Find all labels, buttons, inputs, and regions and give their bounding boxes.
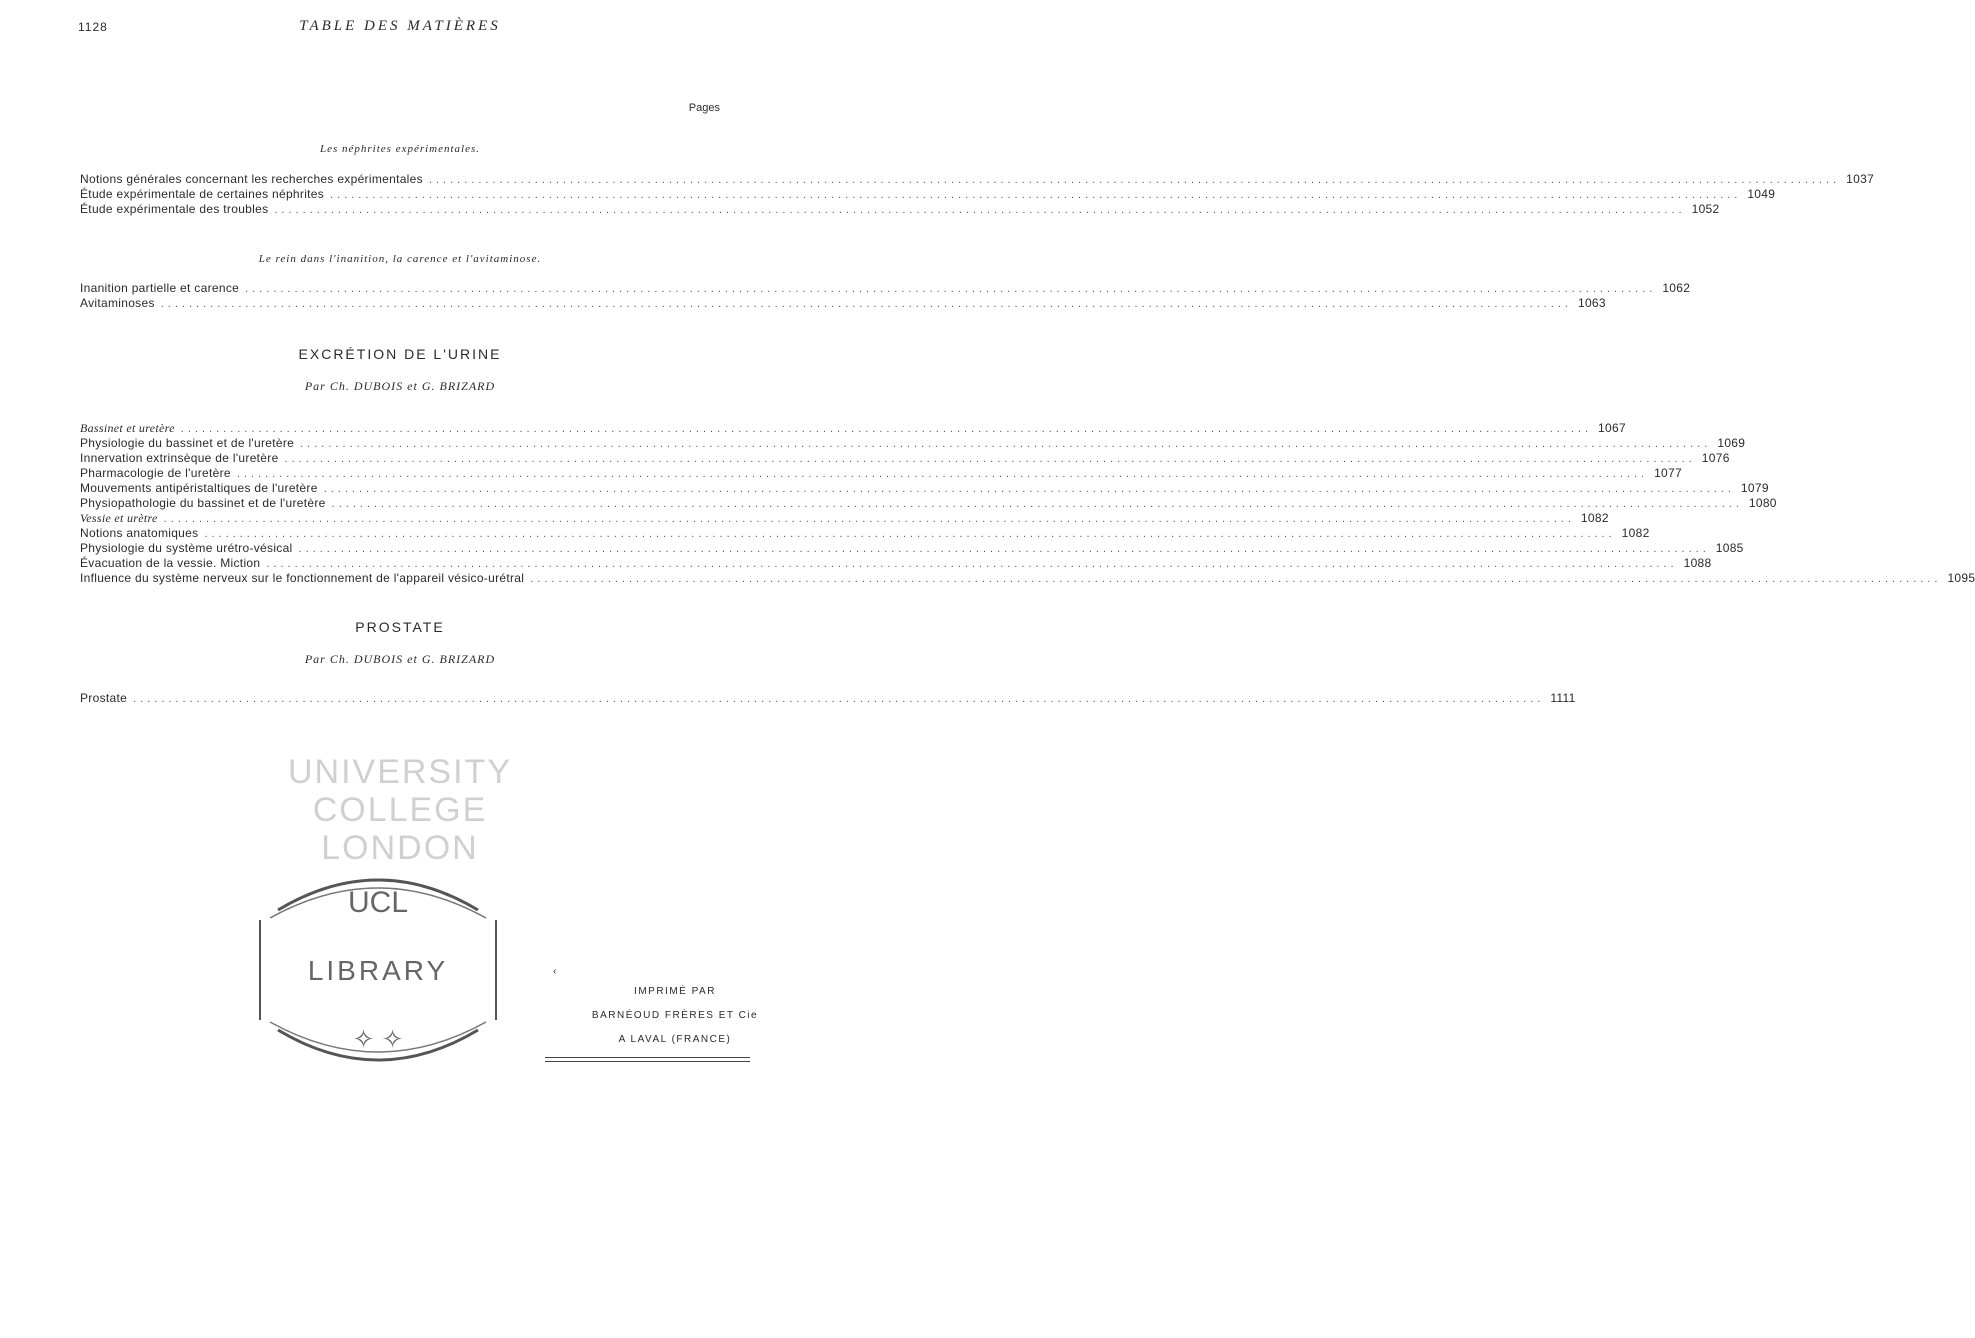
toc-entry (80, 202, 1720, 217)
seal-bottom-mark: ✧ ✧ (352, 1024, 404, 1054)
seal-center-text: LIBRARY (307, 955, 449, 986)
toc-leader-dots: ........................................................................................................................................................................................................ (133, 693, 1545, 705)
section2-title: PROSTATE (355, 619, 445, 635)
toc-entry-title: Physiopathologie du bassinet et de l'uretère (80, 496, 326, 510)
toc-entry (80, 511, 1609, 526)
toc-entry (80, 526, 1650, 541)
toc-entry-page: 1077 (1654, 466, 1682, 480)
page-header-title: TABLE DES MATIÈRES (299, 18, 501, 34)
toc-entry-page: 1082 (1580, 511, 1609, 525)
toc-entry-title: Physiologie du bassinet et de l'uretère (80, 436, 295, 450)
toc-entry-title: Étude expérimentale de certaines néphrites (80, 187, 325, 201)
toc-entry-page: 1095 (1947, 571, 1975, 585)
small-mark: ‹ (553, 966, 557, 977)
toc-entry-title: Physiologie du système urétro-vésical (80, 541, 293, 555)
toc-leader-dots: ........................................................................................................................................................................................................ (180, 423, 1593, 435)
group1-subtitle: Les néphrites expérimentales. (319, 143, 481, 155)
toc-entry (80, 556, 1712, 571)
section2-author: Par Ch. DUBOIS et G. BRIZARD (304, 652, 496, 666)
toc-entry (80, 281, 1691, 296)
toc-entry (80, 421, 1626, 436)
toc-entry-title: Bassinet et uretère (80, 421, 175, 435)
toc-entry-title: Avitaminoses (80, 296, 155, 310)
stamp-college: COLLEGE (312, 791, 488, 829)
toc-entry-title: Mouvements antipéristaltiques de l'uretère (80, 481, 318, 495)
stamp-university: UNIVERSITY (287, 753, 513, 791)
toc-entry-title: Notions générales concernant les recherches expérimentales (80, 172, 423, 186)
group1-list (80, 172, 1875, 217)
toc-leader-dots: ........................................................................................................................................................................................................ (428, 174, 1841, 186)
toc-entry-title: Évacuation de la vessie. Miction (80, 556, 261, 570)
toc-entry (80, 691, 1576, 706)
imprint-line3: A LAVAL (FRANCE) (618, 1034, 732, 1045)
toc-entry (80, 296, 1606, 311)
toc-entry-title: Étude expérimentale des troubles (80, 202, 269, 216)
toc-entry (80, 571, 1975, 586)
toc-leader-dots: ........................................................................................................................................................................................................ (298, 543, 1710, 555)
toc-leader-dots: ........................................................................................................................................................................................................ (323, 483, 1735, 495)
library-seal-icon (248, 870, 508, 1070)
stamp-london: LONDON (321, 829, 479, 867)
page-number: 1128 (78, 20, 108, 34)
toc-entry-page: 1085 (1715, 541, 1744, 555)
imprint-line1: IMPRIMÉ PAR (634, 986, 716, 997)
toc-entry-title: Influence du système nerveux sur le fonctionnement de l'appareil vésico-urétral (80, 571, 525, 585)
section1-author: Par Ch. DUBOIS et G. BRIZARD (304, 379, 496, 393)
group2-subtitle: Le rein dans l'inanition, la carence et l'avitaminose. (258, 253, 542, 265)
toc-leader-dots: ........................................................................................................................................................................................................ (245, 283, 1657, 295)
section1-list (80, 421, 1975, 586)
toc-entry-page: 1037 (1846, 172, 1875, 186)
pages-column-label: Pages (688, 102, 720, 114)
toc-entry-page: 1076 (1701, 451, 1730, 465)
toc-entry (80, 466, 1682, 481)
toc-entry-page: 1063 (1577, 296, 1606, 310)
section1-title: EXCRÉTION DE L'URINE (298, 346, 502, 362)
toc-leader-dots: ........................................................................................................................................................................................................ (160, 298, 1572, 310)
toc-entry-page: 1080 (1748, 496, 1777, 510)
toc-leader-dots: ........................................................................................................................................................................................................ (163, 513, 1575, 525)
toc-entry-title: Inanition partielle et carence (80, 281, 240, 295)
toc-entry (80, 451, 1730, 466)
toc-leader-dots: ........................................................................................................................................................................................................ (300, 438, 1712, 450)
group2-list (80, 281, 1691, 311)
toc-entry (80, 187, 1776, 202)
toc-leader-dots: ........................................................................................................................................................................................................ (204, 528, 1616, 540)
imprint-line2: BARNÉOUD FRÈRES ET Cie (591, 1010, 759, 1021)
toc-entry-page: 1088 (1683, 556, 1712, 570)
toc-leader-dots: ........................................................................................................................................................................................................ (266, 558, 1678, 570)
toc-entry-page: 1079 (1740, 481, 1769, 495)
toc-entry (80, 172, 1875, 187)
toc-leader-dots: ........................................................................................................................................................................................................ (274, 204, 1686, 216)
imprint-rule-top (545, 1057, 750, 1058)
toc-entry-title: Vessie et urètre (80, 511, 158, 525)
toc-entry-page: 1049 (1747, 187, 1776, 201)
toc-entry-page: 1067 (1598, 421, 1626, 435)
toc-entry (80, 541, 1744, 556)
toc-entry-page: 1082 (1621, 526, 1650, 540)
toc-leader-dots: ........................................................................................................................................................................................................ (330, 189, 1742, 201)
toc-leader-dots: ........................................................................................................................................................................................................ (530, 573, 1942, 585)
section2-list (80, 691, 1576, 706)
toc-entry-title: Innervation extrinsèque de l'uretère (80, 451, 279, 465)
toc-entry-page: 1052 (1691, 202, 1720, 216)
toc-entry-page: 1062 (1662, 281, 1691, 295)
toc-leader-dots: ........................................................................................................................................................................................................ (331, 498, 1743, 510)
toc-entry-title: Prostate (80, 691, 128, 705)
toc-leader-dots: ........................................................................................................................................................................................................ (236, 468, 1649, 480)
imprint-rule-bottom (545, 1061, 750, 1062)
toc-entry (80, 481, 1769, 496)
toc-entry-title: Pharmacologie de l'uretère (80, 466, 231, 480)
toc-leader-dots: ........................................................................................................................................................................................................ (284, 453, 1696, 465)
toc-entry (80, 496, 1777, 511)
toc-entry (80, 436, 1746, 451)
toc-entry-title: Notions anatomiques (80, 526, 199, 540)
toc-entry-page: 1111 (1550, 691, 1576, 705)
toc-entry-page: 1069 (1717, 436, 1746, 450)
seal-top-text: UCL (347, 886, 409, 919)
